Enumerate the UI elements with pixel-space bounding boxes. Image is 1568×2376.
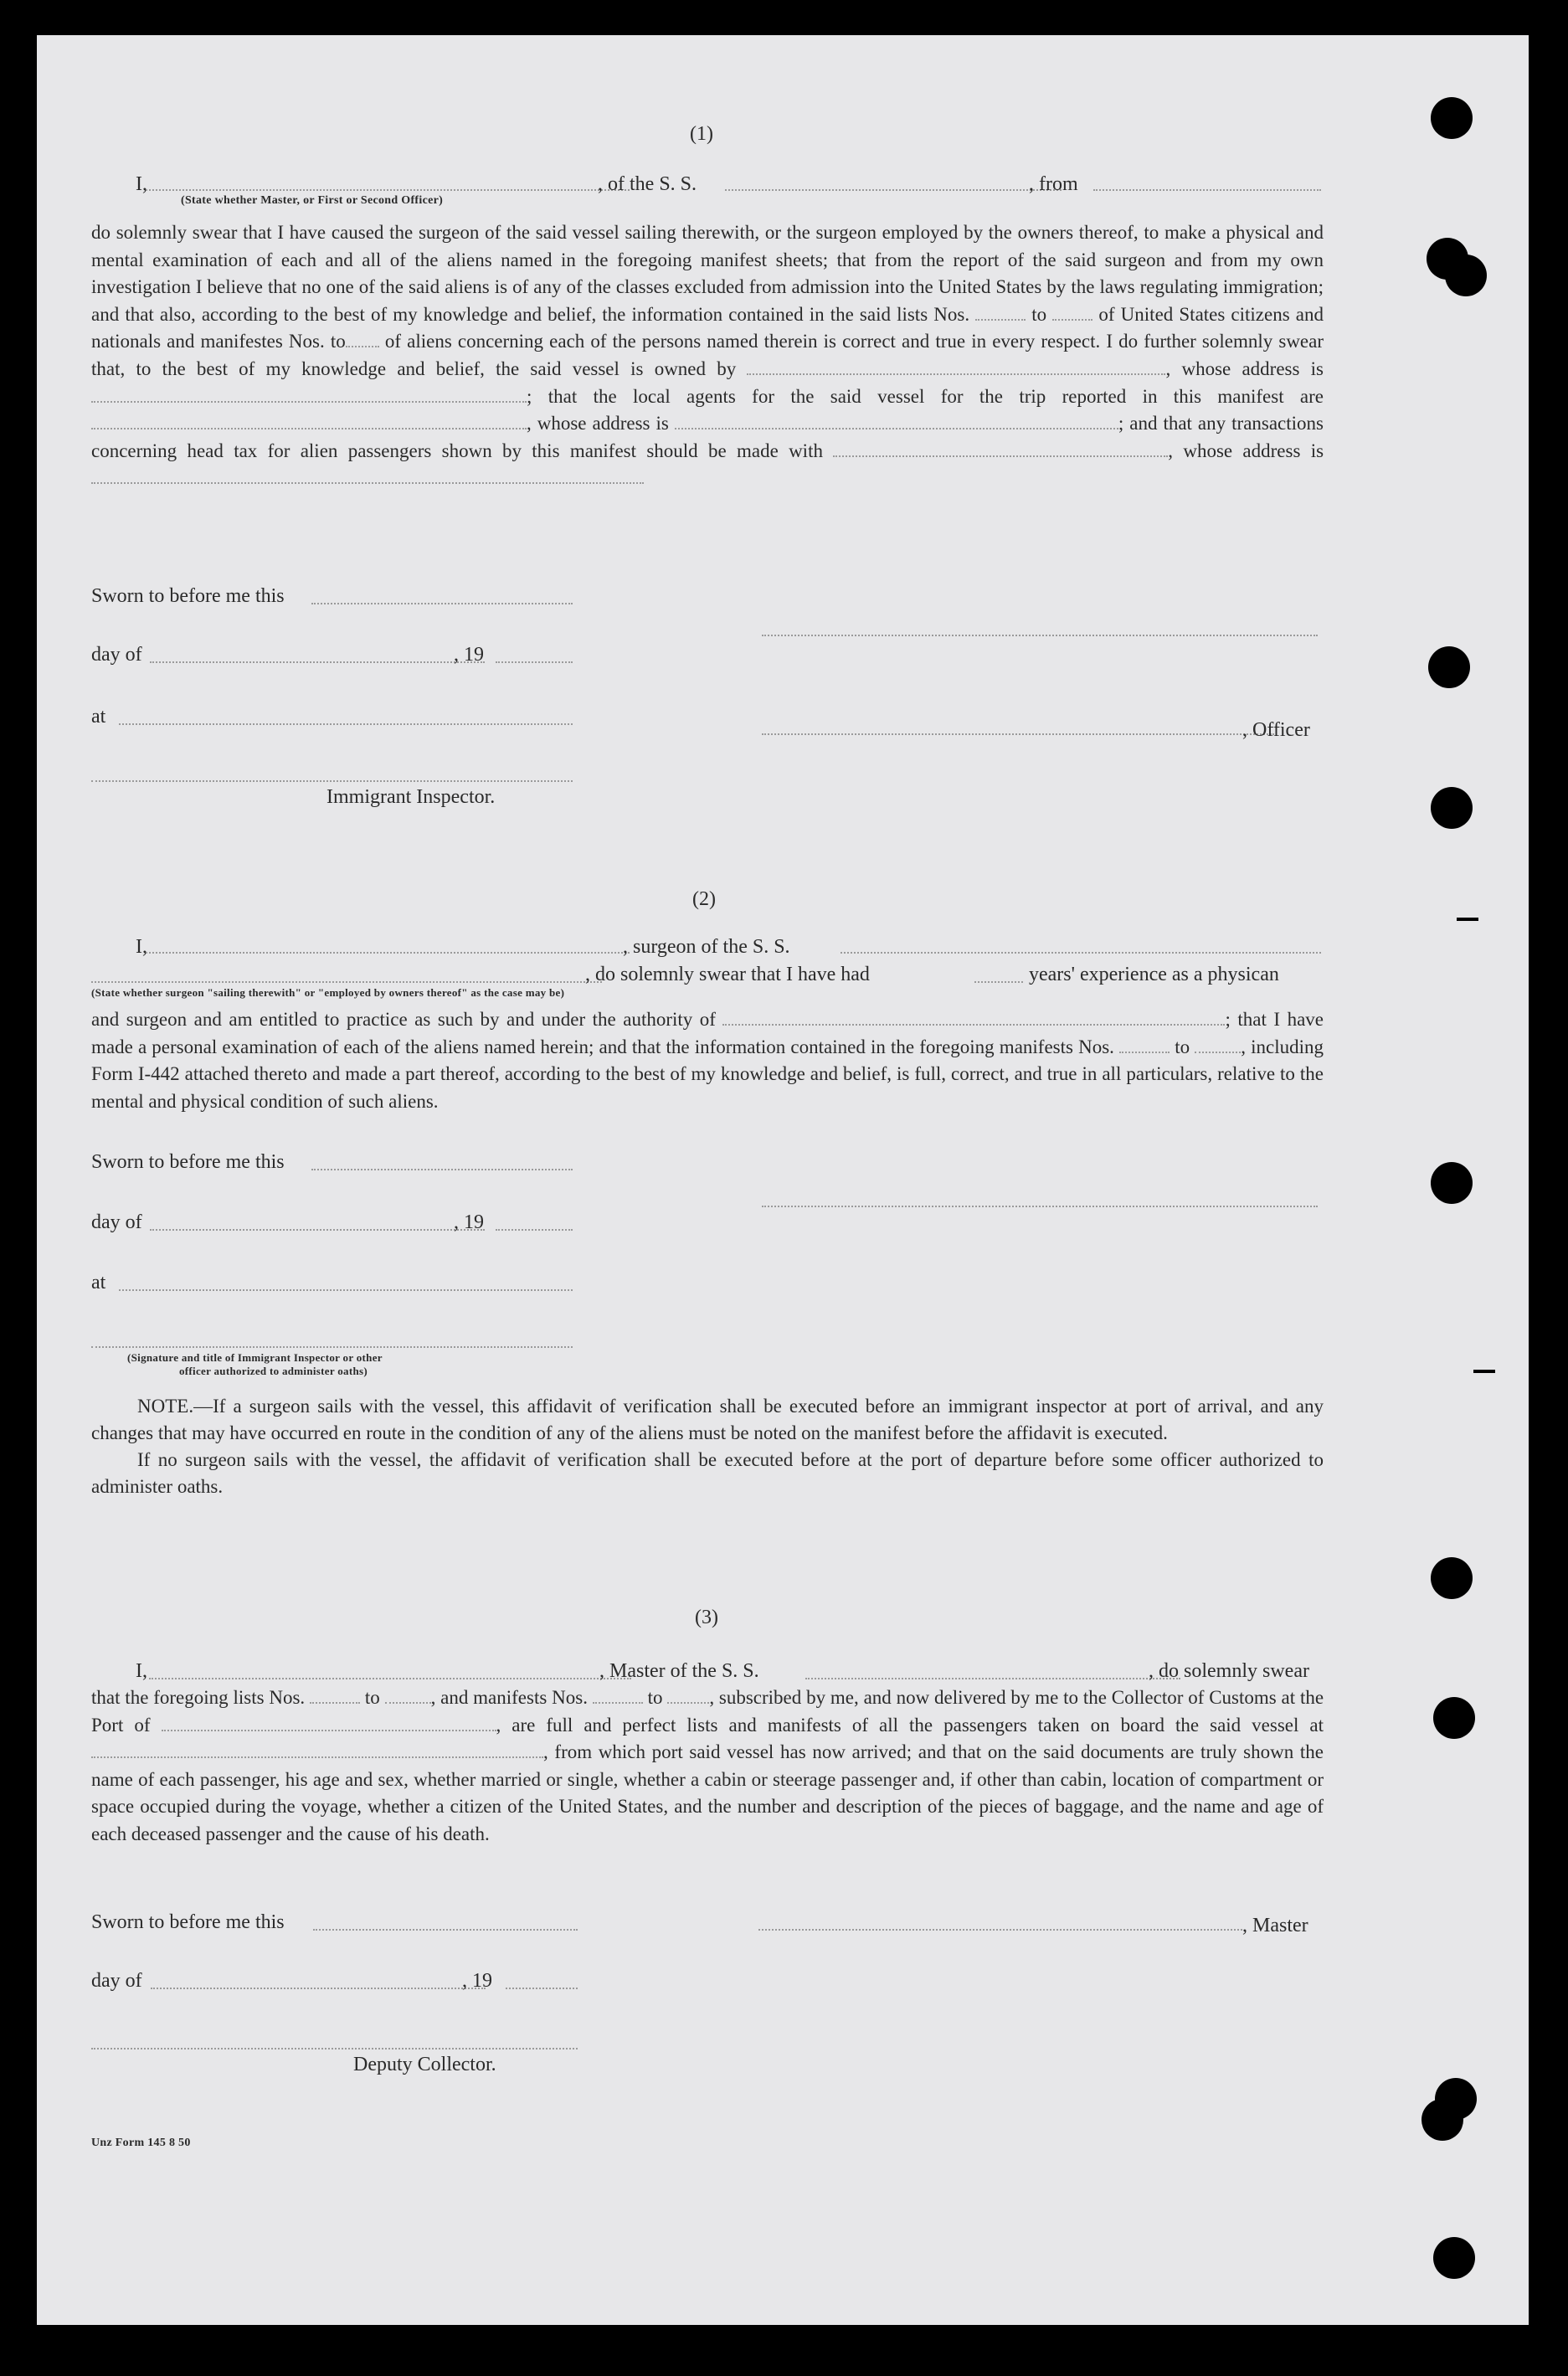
day-of-label-3: day of bbox=[91, 1970, 142, 1992]
section-3-paragraph bbox=[91, 1684, 1324, 1849]
punch-hole bbox=[1433, 1697, 1475, 1739]
lists-to-field-3[interactable] bbox=[385, 1685, 431, 1704]
of-the-ss-label: , of the S. S. bbox=[598, 173, 697, 195]
section-3-number: (3) bbox=[695, 1607, 718, 1628]
sworn-label-2: Sworn to before me this bbox=[91, 1151, 285, 1173]
oath-text-1e: ; and that any transactions concerning head tax for alien passengers shown by this manifest should be made with bbox=[91, 413, 1324, 461]
punch-hole bbox=[1428, 646, 1470, 688]
vessel-name-field-2[interactable] bbox=[841, 952, 1321, 954]
surgeon-signature-line[interactable] bbox=[762, 1206, 1318, 1207]
master-name-field[interactable] bbox=[146, 189, 630, 191]
oath-text-1: do solemnly swear that I have caused the surgeon of the said vessel sailing therewith, or the surgeon employed by the owners thereof, to make a physical and mental examination of each and all of the aliens named in the foregoing manifest sheets; that from the report of the said surgeon and from my own investigation I believe that no one of the said aliens is of any of the classes excluded from admission into the United States by the laws regulating immigration; and that also, according to the best of my knowledge and belief, the information contained in the said lists Nos. bbox=[91, 222, 1324, 325]
month-field-3[interactable] bbox=[151, 1988, 486, 1989]
section-3-i: I, bbox=[136, 1660, 147, 1682]
section-2-number: (2) bbox=[692, 888, 716, 910]
edge-mark bbox=[1457, 918, 1478, 921]
manifests-to-field-2[interactable] bbox=[1195, 1035, 1241, 1053]
from-port-field[interactable] bbox=[1093, 189, 1321, 191]
to-label: to bbox=[330, 331, 346, 352]
sworn-day-field-2[interactable] bbox=[311, 1169, 573, 1170]
vessel-name-field-3[interactable] bbox=[805, 1678, 1180, 1679]
surgeon-text-c: , including Form I-442 attached thereto and made a part thereof, according to the best of my knowledge and belief, is full, correct, and true in all particulars, relative to the mental and physical condition of such aliens. bbox=[91, 1036, 1324, 1112]
master-text-e: , from which port said vessel has now arrived; and that on the said documents are truly shown the name of each passenger, his age and sex, whether married or single, whether a cabin or steerage passenger and, if other than cabin, location of compartment or space occupied during the voyage, whether a citizen of the United States, and the number and description of the pieces of baggage, and the name and age of each deceased passenger and the cause of his death. bbox=[91, 1741, 1324, 1844]
year-label-3: , 19 bbox=[462, 1970, 492, 1992]
surgeon-name-field[interactable] bbox=[146, 952, 630, 954]
whose-address-label-3: whose address is bbox=[1183, 440, 1324, 461]
lists-from-field-3[interactable] bbox=[310, 1685, 360, 1704]
years-experience-label: years' experience as a physican bbox=[1029, 964, 1279, 985]
surgeon-text-a: and surgeon and am entitled to practice as such by and under the authority of bbox=[91, 1009, 716, 1030]
year-label: , 19 bbox=[454, 644, 484, 666]
manifests-from-field[interactable] bbox=[1119, 1035, 1170, 1053]
punch-hole bbox=[1431, 787, 1473, 829]
deputy-collector-label: Deputy Collector. bbox=[353, 2054, 496, 2075]
master-text-d: , are full and perfect lists and manifests of all the passengers taken on board the said vessel at bbox=[496, 1714, 1324, 1736]
to-label: to bbox=[1175, 1036, 1190, 1057]
punch-hole bbox=[1431, 97, 1473, 139]
surgeon-text-b: that I have made a personal examination of each of the aliens named herein; and that the information contained in the foregoing manifests Nos. bbox=[91, 1009, 1324, 1057]
punch-hole bbox=[1433, 2237, 1475, 2279]
surgeon-caption: (State whether surgeon "sailing therewith" or "employed by owners thereof" as the case may be) bbox=[91, 986, 565, 999]
at-label-2: at bbox=[91, 1272, 106, 1293]
punch-hole bbox=[1445, 255, 1487, 296]
officer-label: , Officer bbox=[1242, 719, 1310, 741]
sworn-label-3: Sworn to before me this bbox=[91, 1911, 285, 1933]
port-of-field[interactable] bbox=[162, 1713, 496, 1731]
surgeon-of-ss-label: , surgeon of the S. S. bbox=[623, 936, 790, 958]
section-2-i: I, bbox=[136, 936, 147, 958]
day-of-label-2: day of bbox=[91, 1211, 142, 1233]
manifests-to-field[interactable] bbox=[346, 329, 379, 347]
at-place-field[interactable] bbox=[119, 723, 573, 725]
at-place-field-2[interactable] bbox=[119, 1289, 573, 1291]
sworn-day-field[interactable] bbox=[311, 603, 573, 604]
year-label-2: , 19 bbox=[454, 1211, 484, 1233]
form-number: Unz Form 145 8 50 bbox=[91, 2137, 191, 2149]
year-field-2[interactable] bbox=[496, 1229, 573, 1231]
month-field[interactable] bbox=[150, 661, 485, 663]
do-solemnly-swear-label: , do solemnly swear that I have had bbox=[585, 964, 870, 985]
edge-mark bbox=[1473, 1370, 1495, 1373]
sworn-day-field-3[interactable] bbox=[313, 1929, 578, 1931]
note-paragraph-1: NOTE.—If a surgeon sails with the vessel, this affidavit of verification shall be executed before an immigrant inspector at port of arrival, and any changes that may have occurred en route in the condition of any of the aliens must be noted on the manifest before the affidavit is executed. bbox=[91, 1396, 1324, 1443]
master-text-b: , and manifests Nos. bbox=[430, 1687, 588, 1708]
from-label: , from bbox=[1029, 173, 1078, 195]
lists-to-field[interactable] bbox=[1052, 302, 1092, 321]
oath-text-1b: of United States citizens and nationals and manifestes Nos. bbox=[91, 303, 1324, 352]
manifests-to-field-3[interactable] bbox=[667, 1685, 709, 1704]
whose-address-label-2: , whose address is bbox=[527, 413, 669, 435]
collector-signature-line[interactable] bbox=[91, 2048, 578, 2049]
year-field[interactable] bbox=[496, 661, 573, 663]
years-experience-field[interactable] bbox=[974, 981, 1023, 983]
manifest-affidavit-page bbox=[37, 35, 1529, 2325]
day-of-label: day of bbox=[91, 644, 142, 666]
officer-title-line[interactable] bbox=[762, 733, 1274, 735]
surgeon-status-field[interactable] bbox=[91, 981, 602, 983]
sworn-label: Sworn to before me this bbox=[91, 585, 285, 607]
oath-text-1d: ; that the local agents for the said vessel for the trip reported in this manifest are bbox=[527, 385, 1324, 407]
inspector-signature-line-2[interactable] bbox=[91, 1346, 573, 1348]
whose-address-label: , whose address is bbox=[1165, 357, 1324, 379]
punch-hole bbox=[1431, 1162, 1473, 1204]
master-text-a: that the foregoing lists Nos. bbox=[91, 1687, 306, 1708]
note-block bbox=[91, 1393, 1324, 1500]
section-1-paragraph: do solemnly swear that I have caused the surgeon of the said vessel sailing therewith, or the surgeon employed by the owners thereof, to make a physical and mental examination of each and all of the aliens named in the foregoing manifest sheets; that from the report of the said surgeon and from my own investigation I believe that no one of the said aliens is of any of the classes excluded from admission into the United States by the laws regulating immigration; and that also, according to the best of my knowledge and belief, the information contained in the said lists Nos. to of United States citizens and nationals and manifestes Nos. to of aliens concerning each of the persons named therein is correct and true in every respect. I do further solemnly swear that, to the best of my knowledge and belief, the said vessel is owned by , whose address is ; that the local agents for the said vessel for the trip reported in this manifest are , whose address is ; and that any transactions concerning head tax for alien passengers shown by this manifest should be made with , whose address is bbox=[91, 219, 1324, 492]
to-label: to bbox=[364, 1687, 380, 1708]
head-tax-contact-field[interactable] bbox=[833, 439, 1168, 457]
oath-text-1c: of aliens concerning each of the persons named therein is correct and true in every respect. I do further solemnly swear that, to the best of my knowledge and belief, the said vessel is owned by bbox=[91, 331, 1324, 379]
section-1-number: (1) bbox=[690, 123, 713, 145]
owner-address-field[interactable] bbox=[91, 384, 527, 403]
embarkation-port-field[interactable] bbox=[91, 1740, 543, 1758]
year-field-3[interactable] bbox=[506, 1988, 578, 1989]
authority-field[interactable] bbox=[722, 1007, 1225, 1026]
month-field-2[interactable] bbox=[150, 1229, 485, 1231]
head-tax-address-field[interactable] bbox=[91, 465, 644, 484]
manifests-from-field-3[interactable] bbox=[593, 1685, 643, 1704]
officer-signature-line[interactable] bbox=[762, 635, 1318, 636]
section-2-paragraph: and surgeon and am entitled to practice as such by and under the authority of ; that I have made a personal examination of each of the aliens named herein; and that the information contained in the foregoing manifests Nos. to , including Form I-442 attached thereto and made a part thereof, according to the best of my knowledge and belief, is full, correct, and true in all particulars, relative to the mental and physical condition of such aliens. bbox=[91, 1009, 1324, 1112]
agents-field[interactable] bbox=[91, 411, 527, 429]
signature-caption-2: officer authorized to administer oaths) bbox=[179, 1365, 368, 1377]
inspector-signature-line[interactable] bbox=[91, 780, 573, 782]
owner-field[interactable] bbox=[747, 357, 1165, 375]
master-name-field-3[interactable] bbox=[149, 1678, 631, 1679]
master-caption: (State whether Master, or First or Second Officer) bbox=[181, 194, 444, 207]
vessel-name-field[interactable] bbox=[725, 189, 1062, 191]
do-solemnly-swear-label-3: , do solemnly swear bbox=[1149, 1660, 1309, 1682]
master-text-c: , subscribed by me, and now delivered by me to the Collector of Customs at the Port of bbox=[91, 1687, 1324, 1736]
punch-hole bbox=[1431, 1557, 1473, 1599]
to-label: to bbox=[647, 1687, 663, 1708]
section-1-i: I, bbox=[136, 173, 147, 195]
lists-from-field[interactable] bbox=[975, 302, 1026, 321]
immigrant-inspector-label: Immigrant Inspector. bbox=[326, 786, 496, 808]
to-label: to bbox=[1031, 303, 1047, 325]
master-signature-line[interactable] bbox=[758, 1929, 1242, 1931]
at-label: at bbox=[91, 706, 106, 728]
note-paragraph-2: If no surgeon sails with the vessel, the affidavit of verification shall be executed before at the port of departure before some officer authorized to administer oaths. bbox=[91, 1449, 1324, 1497]
master-label: , Master bbox=[1242, 1915, 1308, 1936]
signature-caption-1: (Signature and title of Immigrant Inspector or other bbox=[127, 1351, 383, 1364]
agents-address-field[interactable] bbox=[675, 411, 1118, 429]
master-of-ss-label: , Master of the S. S. bbox=[599, 1660, 759, 1682]
punch-hole bbox=[1421, 2099, 1463, 2141]
